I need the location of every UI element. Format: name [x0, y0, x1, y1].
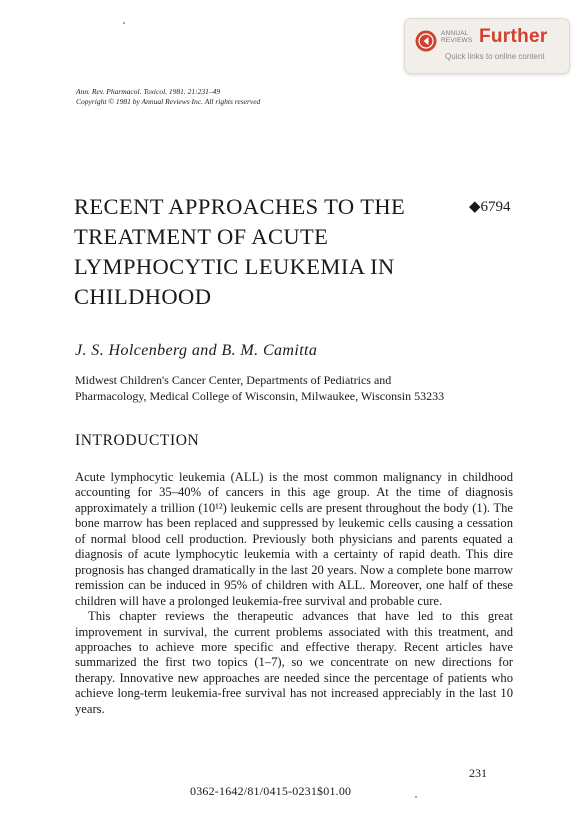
affiliation — [75, 373, 444, 404]
journal-citation — [76, 87, 260, 107]
scan-speck — [123, 22, 125, 24]
annual-reviews-brand: ANNUAL REVIEWS — [441, 30, 473, 44]
citation-line: Ann. Rev. Pharmacol. Toxicol. 1981. 21:231–49 — [76, 87, 221, 96]
page-number: 231 — [469, 766, 487, 780]
title-line: RECENT APPROACHES TO THE — [74, 194, 406, 219]
issn-code: 0362-1642/81/0415-0231$01.00 — [190, 784, 352, 798]
annual-reviews-logo-icon — [415, 30, 437, 52]
copyright-line: Copyright © 1981 by Annual Reviews Inc. All rights reserved — [76, 97, 261, 106]
paragraph: Acute lymphocytic leukemia (ALL) is the most common malignancy in childhood accounting for 35–40% of cancers in this age group. At the time of diagnosis approximately a trillion (10¹²) leukemic cells are present throughout the body (1). The bone marrow has been replaced and suppressed by leukemic cells causing a cessation of normal blood cell production. Previously both physicians and parents equated a diagnosis of acute lymphocytic leukemia with a certainty of rapid death. This dire prognosis has changed dramatically in the last 20 years. Now a complete bone marrow remission can be induced in 95% of children with ALL. Moreover, one half of these children will have a prolonged leukemia-free survival and probable cure. — [75, 470, 513, 608]
annual-reviews-further-badge[interactable] — [404, 18, 570, 74]
title-line: TREATMENT OF ACUTE — [74, 224, 329, 249]
title-line: LYMPHOCYTIC LEUKEMIA IN — [74, 254, 395, 279]
section-heading: INTRODUCTION — [75, 432, 200, 449]
affiliation-line: Pharmacology, Medical College of Wisconsin, Milwaukee, Wisconsin 53233 — [75, 388, 445, 403]
authors: J. S. Holcenberg and B. M. Camitta — [75, 342, 318, 359]
paragraph: This chapter reviews the therapeutic advances that have led to this great improvement in survival, the current problems associated with this treatment, and approaches to achieve more specific and effective therapy. Recent articles have summarized the first two topics (1–7), so we concentrate on new directions for therapy. Innovative new approaches are needed since the percentage of patients who achieve long-term leukemia-free survival has not increased appreciably in the last 10 years. — [75, 609, 513, 716]
article-code: ◆6794 — [469, 199, 511, 215]
body-text — [75, 470, 513, 717]
title-line: CHILDHOOD — [74, 284, 212, 309]
affiliation-line: Midwest Children's Cancer Center, Departments of Pediatrics and — [75, 373, 392, 387]
further-label: Further — [479, 26, 548, 47]
article-title — [74, 192, 454, 312]
scan-speck — [415, 796, 417, 798]
quick-links-text: Quick links to online content — [445, 52, 545, 61]
